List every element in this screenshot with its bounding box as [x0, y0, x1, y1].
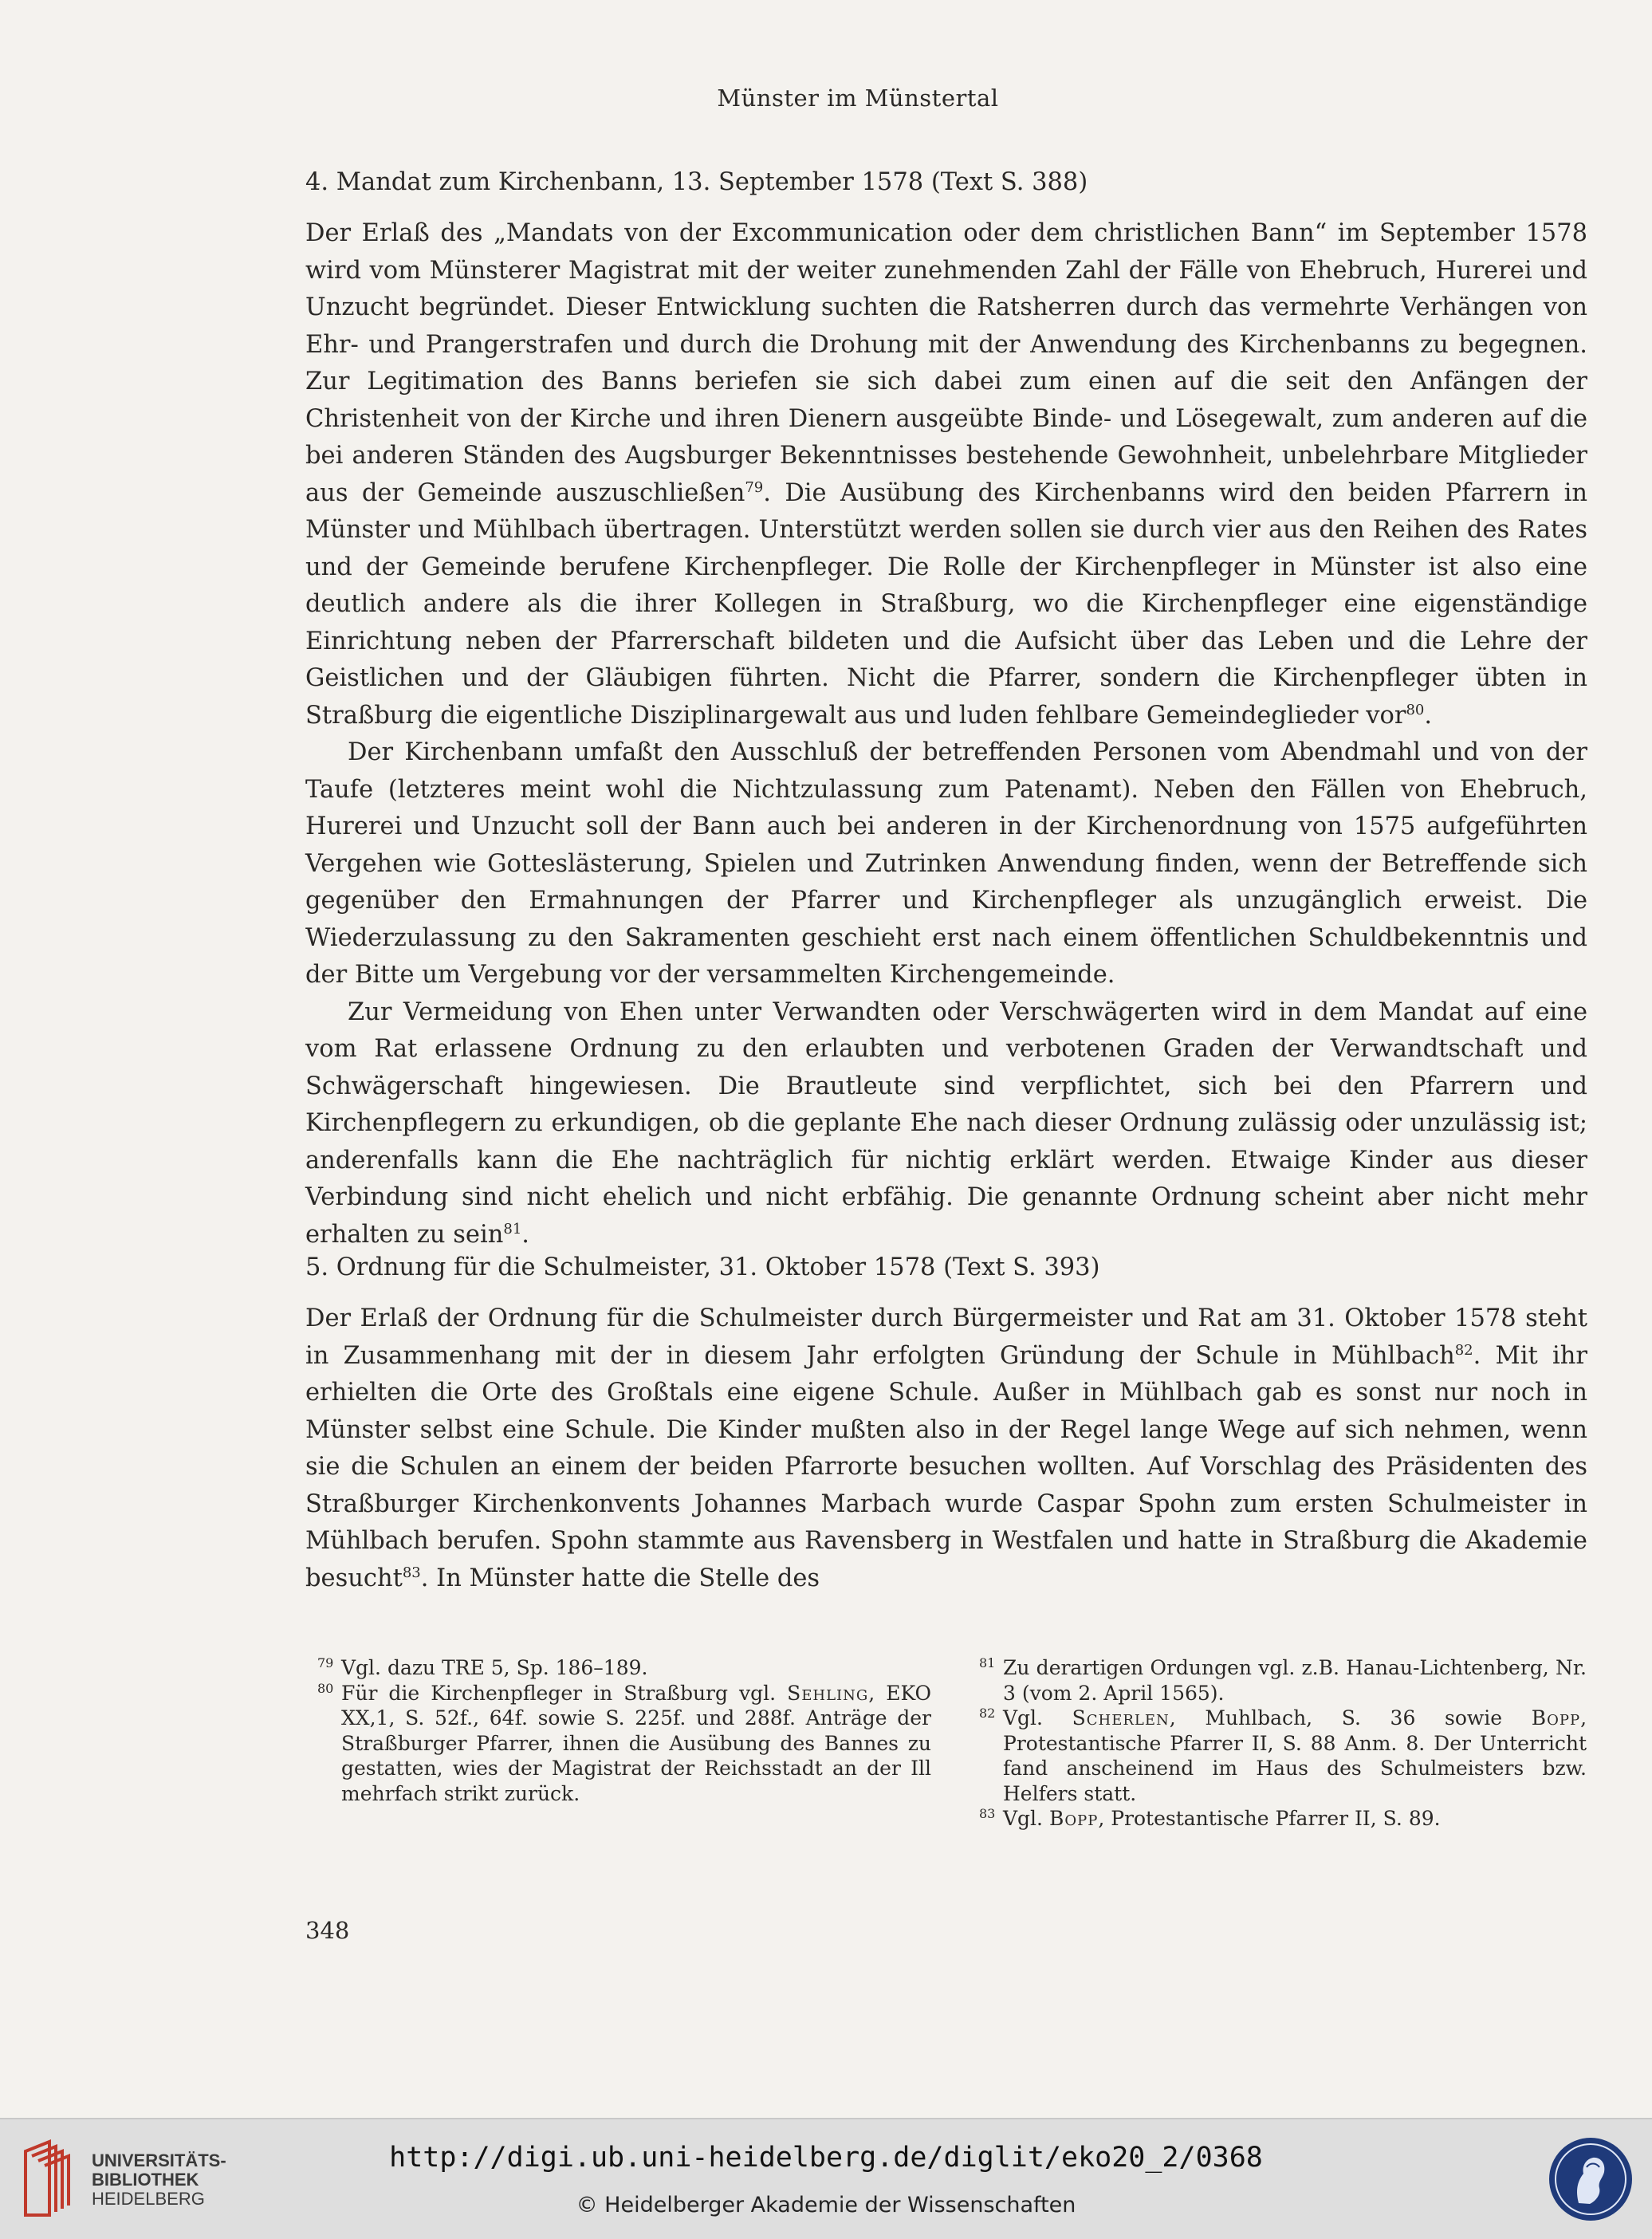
text-run: . In Münster hatte die Stelle des [420, 1564, 820, 1592]
footnote-text: , EKO XX,1, S. 52f., 64f. sowie S. 225f. und 288f. Anträge der Straßburger Pfarrer, ihnen die Ausübung des Bannes zu gestatten, wies der Magistrat der Reichsstadt an der Ill mehrfach strikt zurück. [341, 1681, 931, 1805]
text-run: . [1424, 701, 1433, 730]
footnote-ref[interactable]: 82 [1454, 1341, 1473, 1359]
author-name: Sehling [787, 1681, 869, 1705]
page-number: 348 [305, 1917, 350, 1944]
section-4-heading: 4. Mandat zum Kirchenbann, 13. September 1578 (Text S. 388) [305, 168, 1088, 196]
library-name-line: BIBLIOTHEK [92, 2170, 199, 2190]
footnote-ref[interactable]: 81 [503, 1220, 522, 1238]
footnote-text: Vgl. dazu TRE 5, Sp. 186–189. [341, 1656, 648, 1679]
footnote-ref[interactable]: 80 [1406, 701, 1425, 718]
permalink-url[interactable]: http://digi.ub.uni-heidelberg.de/diglit/eko20_2/0368 [389, 2142, 1263, 2174]
footnote-number: 83 [979, 1806, 996, 1821]
viewer-footer [0, 2118, 1652, 2239]
text-run: . [521, 1220, 529, 1249]
paragraph [305, 215, 1587, 734]
section-4-body [305, 215, 1587, 1253]
footnote-text: , Protestantische Pfarrer II, S. 89. [1098, 1807, 1441, 1830]
text-run: Der Erlaß des „Mandats von der Excommunication oder dem christlichen Bann“ im September 1578 wird vom Münsterer Magistrat mit der weiter zunehmenden Zahl der Fälle von Ehebruch, Hurerei und Unzucht begründet. Dieser Entwicklung suchten die Ratsherren durch das vermehrte Verhängen von Ehr- und Prangerstrafen und durch die Drohung mit der Anwendung des Kirchenbanns zu begegnen. Zur Legitimation des Banns beriefen sie sich dabei zum einen auf die seit den Anfängen der Christenheit von der Kirche und ihren Dienern ausgeübte Binde- und Lösegewalt, zum anderen auf die bei anderen Ständen des Augsburger Bekenntnisses bestehende Gewohnheit, unbelehrbare Mitglieder aus der Gemeinde auszuschließen [305, 219, 1587, 507]
footnote-text: , Muhlbach, S. 36 sowie [1169, 1706, 1532, 1729]
footnote [979, 1806, 1587, 1832]
author-name: Bopp [1048, 1807, 1099, 1830]
footnote-ref[interactable]: 83 [402, 1564, 421, 1581]
footnote [979, 1655, 1587, 1706]
running-title: Münster im Münstertal [717, 85, 999, 112]
footnote [317, 1681, 931, 1807]
text-run: Zur Vermeidung von Ehen unter Verwandten oder Verschwägerten wird in dem Mandat auf eine vom Rat erlassene Ordnung zu den erlaubten und verbotenen Graden der Verwandtschaft und Schwägerschaft hingewiesen. Die Brautleute sind verpflichtet, sich bei den Pfarrern und Kirchenpflegern zu erkundigen, ob die geplante Ehe nach dieser Ordnung zulässig oder unzulässig ist; anderenfalls kann die Ehe nachträglich für nichtig erklärt werden. Etwaige Kinder aus dieser Verbindung sind nicht ehelich und nicht erbfähig. Die genannte Ordnung scheint aber nicht mehr erhalten zu sein [305, 998, 1587, 1249]
paragraph: Der Kirchenbann umfaßt den Ausschluß der betreffenden Personen vom Abendmahl und von der Taufe (letzteres meint wohl die Nichtzulassung zum Patenamt). Neben den Fällen von Ehebruch, Hurerei und Unzucht soll der Bann auch bei anderen in der Kirchenordnung von 1575 aufgeführten Vergehen wie Gotteslästerung, Spielen und Zutrinken Anwendung finden, wenn der Betreffende sich gegenüber den Ermahnungen der Pfarrer und Kirchenpfleger als unzugänglich erweist. Die Wiederzulassung zu den Sakramenten geschieht erst nach einem öffentlichen Schuldbekenntnis und der Bitte um Vergebung vor der versammelten Kirchengemeinde. [305, 738, 1587, 989]
footnote-ref[interactable]: 79 [745, 478, 764, 496]
footnote [979, 1706, 1587, 1806]
paragraph [305, 1301, 1587, 1597]
footnote-text: Für die Kirchenpfleger in Straßburg vgl. [341, 1681, 788, 1705]
footnote-number: 81 [979, 1655, 996, 1670]
footnote-text: Vgl. [1003, 1706, 1072, 1729]
footnotes-left-column [317, 1655, 931, 1806]
footnote-number: 82 [979, 1706, 996, 1721]
author-name: Scherlen [1072, 1706, 1170, 1729]
footnote-text: , Protestantische Pfarrer II, S. 88 Anm. 8. Der Unterricht fand anscheinend im Haus des Schulmeisters bzw. Helfers statt. [1003, 1706, 1587, 1805]
footnote-text: Zu derartigen Ordungen vgl. z.B. Hanau-Lichtenberg, Nr. 3 (vom 2. April 1565). [1003, 1656, 1587, 1705]
footnote-number: 79 [317, 1655, 334, 1670]
footnote-text: Vgl. [1003, 1807, 1049, 1830]
section-5-heading: 5. Ordnung für die Schulmeister, 31. Oktober 1578 (Text S. 393) [305, 1253, 1100, 1281]
footnote-number: 80 [317, 1680, 334, 1696]
paragraph [305, 994, 1587, 1254]
text-run: . Mit ihr erhielten die Orte des Großtals eine eigene Schule. Außer in Mühlbach gab es sonst nur noch in Münster selbst eine Schule. Die Kinder mußten also in der Regel lange Wege auf sich nehmen, wenn sie die Schulen an einem der beiden Pfarrorte besuchen wollten. Auf Vorschlag des Präsidenten des Straßburger Kirchenkonvents Johannes Marbach wurde Caspar Spohn zum ersten Schulmeister in Mühlbach berufen. Spohn stammte aus Ravensberg in Westfalen und hatte in Straßburg die Akademie besucht [305, 1341, 1587, 1592]
footnotes-right-column [979, 1655, 1587, 1832]
section-5-body [305, 1301, 1587, 1597]
copyright-notice: © Heidelberger Akademie der Wissenschaften [576, 2193, 1076, 2217]
library-name-line: HEIDELBERG [92, 2189, 205, 2209]
footnote [317, 1655, 931, 1681]
text-run: Der Erlaß der Ordnung für die Schulmeister durch Bürgermeister und Rat am 31. Oktober 1578 steht in Zusammenhang mit der in diesem Jahr erfolgten Gründung der Schule in Mühlbach [305, 1304, 1587, 1370]
author-name: Bopp [1531, 1706, 1581, 1729]
academy-seal-icon[interactable] [1547, 2135, 1634, 2223]
text-run: . Die Ausübung des Kirchenbanns wird den beiden Pfarrern in Münster und Mühlbach übertragen. Unterstützt werden sollen sie durch vier aus den Reihen des Rates und der Gemeinde berufene Kirchenpfleger. Die Rolle der Kirchenpfleger in Münster ist also eine deutlich andere als die ihrer Kollegen in Straßburg, wo die Kirchenpfleger eine eigenständige Einrichtung neben der Pfarrerschaft bildeten und die Aufsicht über das Leben und die Lehre der Geistlichen und der Gläubigen führten. Nicht die Pfarrer, sondern die Kirchenpfleger übten in Straßburg die eigentliche Disziplinargewalt aus und luden fehlbare Gemeindeglieder vor [305, 478, 1587, 730]
library-name-line: UNIVERSITÄTS- [92, 2150, 226, 2170]
